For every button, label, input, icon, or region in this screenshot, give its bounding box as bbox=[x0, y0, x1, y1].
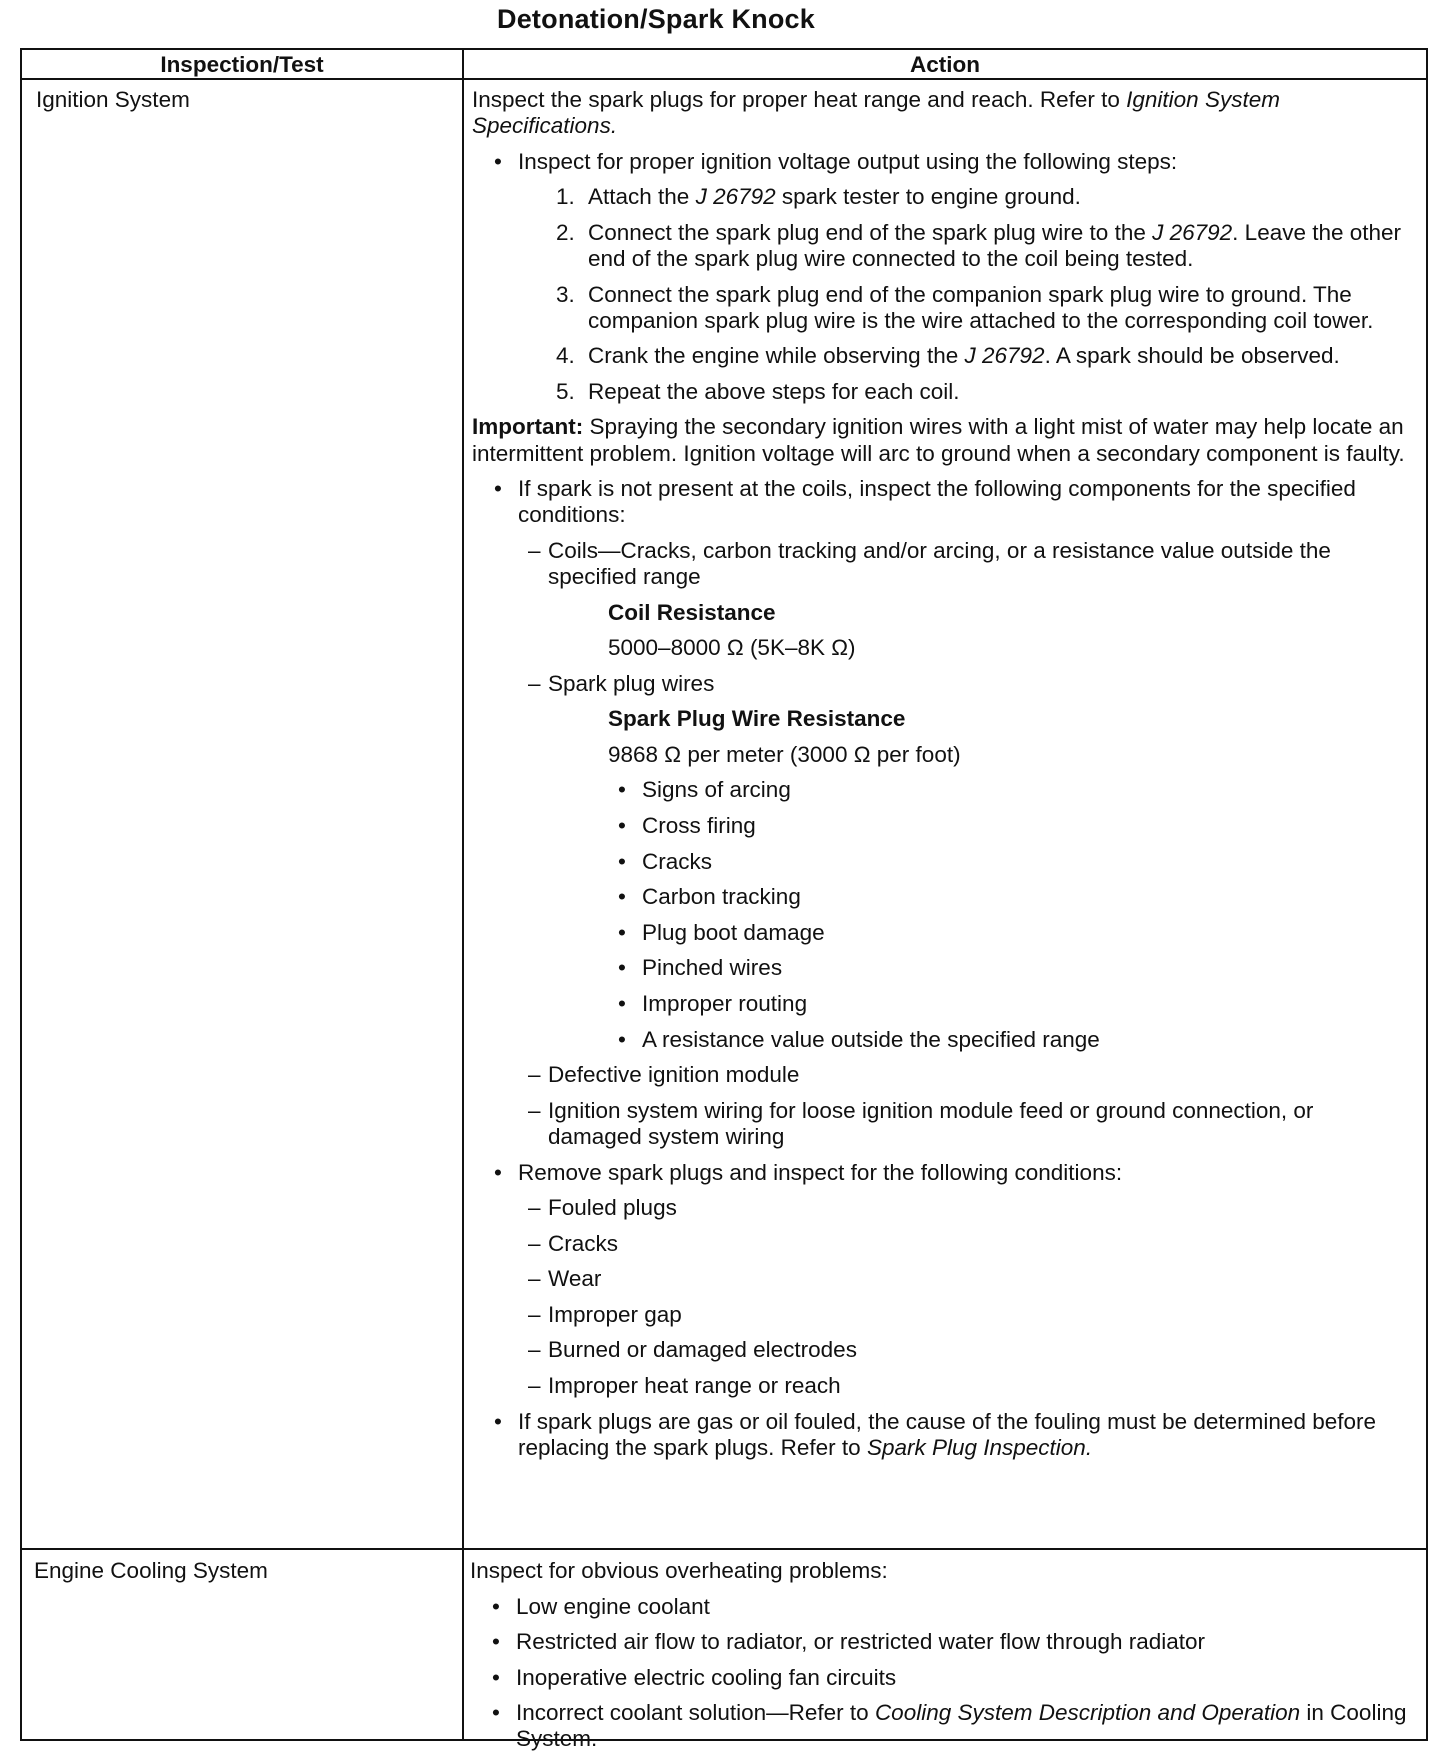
tool-reference: J 26792 bbox=[695, 184, 776, 210]
step-item: 1. Attach the J 26792 spark tester to engine ground. bbox=[556, 184, 1081, 210]
list-item: • Inspect for proper ignition voltage output using the following steps: bbox=[494, 148, 1178, 174]
dash-icon: – bbox=[528, 537, 541, 563]
header-divider bbox=[22, 78, 1426, 80]
row-divider bbox=[22, 1548, 1426, 1550]
dash-icon: – bbox=[528, 1337, 541, 1363]
bullet-icon: • bbox=[494, 1408, 502, 1434]
list-item: • Pinched wires bbox=[618, 955, 783, 981]
list-item: – Improper heat range or reach bbox=[528, 1373, 841, 1399]
bullet-icon: • bbox=[618, 1026, 626, 1052]
bullet-icon: • bbox=[618, 813, 626, 839]
important-note: Important: Spraying the secondary ignition wires with a light mist of water may help locate an intermittent problem. Ignition voltage will arc to ground when a secondary component is faulty. bbox=[472, 414, 1405, 466]
dash-icon: – bbox=[528, 1230, 541, 1256]
list-item: – Wear bbox=[528, 1266, 602, 1292]
tool-reference: J 26792 bbox=[964, 343, 1045, 369]
list-item: • Cracks bbox=[618, 848, 713, 874]
bullet-icon: • bbox=[618, 848, 626, 874]
list-item: • Incorrect coolant solution—Refer to Cooling System Description and Operation in Cooling System. bbox=[492, 1700, 1407, 1752]
inspection-engine-cooling-system: Engine Cooling System bbox=[34, 1558, 268, 1583]
page-title: Detonation/Spark Knock bbox=[497, 4, 815, 34]
list-item: – Spark plug wires bbox=[528, 670, 715, 696]
dash-icon: – bbox=[528, 670, 541, 696]
tool-reference: J 26792 bbox=[1152, 219, 1233, 245]
bullet-icon: • bbox=[494, 1159, 502, 1185]
bullet-icon: • bbox=[494, 476, 502, 502]
dash-icon: – bbox=[528, 1266, 541, 1292]
step-item: 5. Repeat the above steps for each coil. bbox=[556, 378, 960, 404]
action-engine-cooling-system bbox=[470, 1558, 1410, 1762]
step-item: 4. Crank the engine while observing the J 26792. A spark should be observed. bbox=[556, 343, 1340, 369]
dash-icon: – bbox=[528, 1097, 541, 1123]
bullet-icon: • bbox=[618, 919, 626, 945]
wire-resistance-value: 9868 Ω per meter (3000 Ω per foot) bbox=[608, 741, 961, 767]
bullet-icon: • bbox=[492, 1629, 500, 1655]
bullet-icon: • bbox=[618, 884, 626, 910]
list-item: – Improper gap bbox=[528, 1301, 682, 1327]
step-item: 2. Connect the spark plug end of the spark plug wire to the J 26792. Leave the other end of the spark plug wire connected to the coil being tested. bbox=[556, 219, 1402, 271]
spec-reference: Cooling System Description and Operation bbox=[874, 1700, 1301, 1726]
list-item: – Coils—Cracks, carbon tracking and/or arcing, or a resistance value outside the specified range bbox=[528, 537, 1331, 589]
bullet-icon: • bbox=[618, 955, 626, 981]
step-number: 2. bbox=[556, 219, 575, 245]
coil-resistance-value: 5000–8000 Ω (5K–8K Ω) bbox=[608, 635, 856, 661]
coil-resistance-label: Coil Resistance bbox=[608, 599, 776, 625]
diagnostic-table bbox=[20, 48, 1428, 1752]
column-divider bbox=[462, 50, 464, 1739]
list-item: • Inoperative electric cooling fan circuits bbox=[492, 1664, 897, 1690]
list-item: • Remove spark plugs and inspect for the following conditions: bbox=[494, 1159, 1123, 1185]
step-number: 5. bbox=[556, 378, 575, 404]
bullet-icon: • bbox=[618, 777, 626, 803]
list-item: – Cracks bbox=[528, 1230, 619, 1256]
list-item: • Signs of arcing bbox=[618, 777, 791, 803]
list-item: • Cross firing bbox=[618, 813, 756, 839]
intro-text: Inspect for obvious overheating problems: bbox=[470, 1558, 888, 1583]
dash-icon: – bbox=[528, 1195, 541, 1221]
spec-reference: Spark Plug Inspection. bbox=[866, 1434, 1093, 1460]
step-item: 3. Connect the spark plug end of the companion spark plug wire to ground. The companion spark plug wire is the wire attached to the corresponding coil tower. bbox=[556, 281, 1374, 333]
bullet-icon: • bbox=[494, 148, 502, 174]
list-item: – Defective ignition module bbox=[528, 1062, 800, 1088]
wire-resistance-label: Spark Plug Wire Resistance bbox=[608, 706, 906, 732]
list-item: • Improper routing bbox=[618, 991, 808, 1017]
bullet-icon: • bbox=[492, 1700, 500, 1726]
step-number: 3. bbox=[556, 281, 575, 307]
list-item: • Restricted air flow to radiator, or restricted water flow through radiator bbox=[492, 1629, 1206, 1655]
list-item: • If spark plugs are gas or oil fouled, the cause of the fouling must be determined before replacing the spark plugs. Refer to Spark Plug Inspection. bbox=[494, 1408, 1377, 1460]
action-ignition-system bbox=[472, 87, 1410, 1470]
list-item: • If spark is not present at the coils, inspect the following components for the specified conditions: bbox=[494, 476, 1356, 528]
bullet-icon: • bbox=[492, 1664, 500, 1690]
bullet-icon: • bbox=[618, 991, 626, 1017]
list-item: – Fouled plugs bbox=[528, 1195, 677, 1221]
column-header-action: Action bbox=[910, 52, 980, 77]
list-item: • A resistance value outside the specified range bbox=[618, 1026, 1100, 1052]
dash-icon: – bbox=[528, 1301, 541, 1327]
list-item: • Carbon tracking bbox=[618, 884, 801, 910]
step-number: 4. bbox=[556, 343, 575, 369]
spec-reference: Ignition System Specifications. bbox=[472, 87, 1280, 139]
dash-icon: – bbox=[528, 1373, 541, 1399]
column-header-inspection: Inspection/Test bbox=[160, 52, 324, 77]
step-number: 1. bbox=[556, 184, 575, 210]
list-item: • Low engine coolant bbox=[492, 1593, 710, 1619]
list-item: – Ignition system wiring for loose ignition module feed or ground connection, or damaged system wiring bbox=[528, 1097, 1314, 1149]
intro-text: Inspect the spark plugs for proper heat range and reach. Refer to Ignition System Specifications. bbox=[472, 87, 1280, 139]
list-item: – Burned or damaged electrodes bbox=[528, 1337, 857, 1363]
dash-icon: – bbox=[528, 1062, 541, 1088]
list-item: • Plug boot damage bbox=[618, 919, 825, 945]
bullet-icon: • bbox=[492, 1593, 500, 1619]
inspection-ignition-system: Ignition System bbox=[36, 87, 190, 112]
